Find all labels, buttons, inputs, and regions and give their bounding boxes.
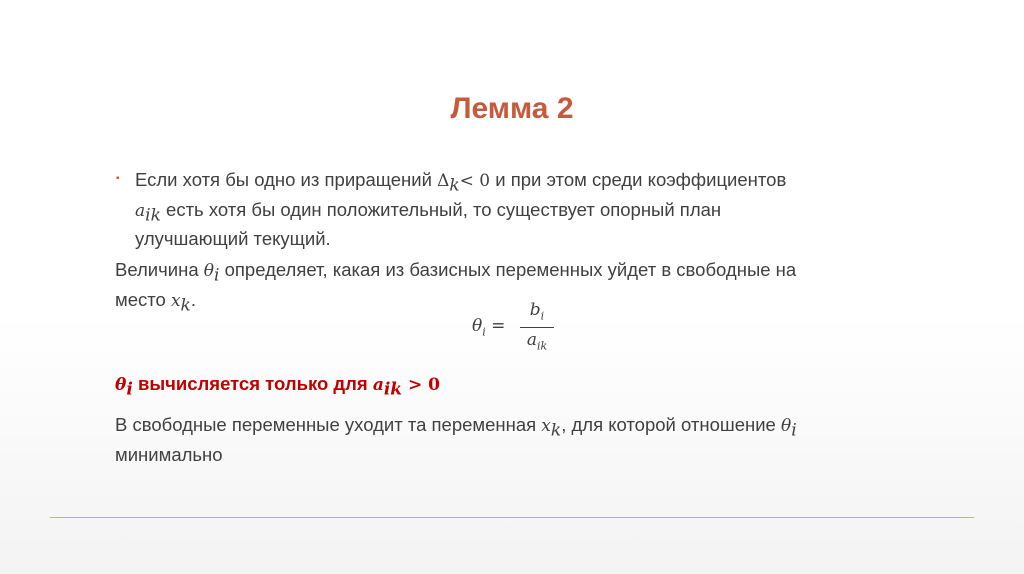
bullet-text-part: и при этом среди коэффициентов [490, 169, 787, 190]
math-delta-sub: k [449, 175, 460, 196]
note-a-sub: ik [383, 379, 403, 400]
note-theta-sub: i [126, 379, 133, 400]
math-coef: a [135, 200, 146, 221]
math-theta-sub: i [791, 420, 797, 441]
math-x-sub: k [180, 295, 191, 316]
bullet-text-part: улучшающий текущий. [135, 228, 331, 250]
formula-theta-symbol: θ [472, 316, 483, 336]
para-text: . [190, 288, 196, 310]
fraction-bar [520, 327, 554, 328]
paragraph-theta-definition [115, 258, 915, 317]
footer-divider [50, 517, 974, 518]
para-text: , для которой отношение [561, 414, 781, 435]
math-x-sub: k [550, 420, 562, 441]
math-delta: Δ [437, 171, 450, 191]
note-condition [115, 372, 915, 402]
bullet-text [135, 168, 915, 250]
math-coef-sub: ik [145, 205, 161, 226]
para-text: минимально [115, 443, 223, 465]
formula-theta-sub: i [482, 325, 486, 339]
bullet-text-part: Если хотя бы одно из приращений [135, 169, 438, 190]
para-text: Величина [115, 259, 204, 280]
bullet-square-icon: ▪ [116, 173, 120, 184]
note-cond: > 0 [402, 375, 441, 395]
para-text: В свободные переменные уходит та переменная [115, 414, 542, 435]
formula-equals: = [485, 316, 506, 336]
note-a: a [372, 375, 384, 395]
formula-lhs [472, 316, 505, 338]
para-text: место [115, 288, 171, 310]
slide-title: Лемма 2 [450, 92, 574, 125]
math-theta-sub: i [214, 265, 220, 286]
note-text: вычисляется только для [132, 373, 373, 394]
math-theta: θ [203, 261, 215, 281]
math-cond: < 0 [459, 171, 491, 191]
math-x: x [541, 416, 551, 436]
fraction-denominator: $a_{ik}$ [526, 330, 548, 353]
note-theta: θ [115, 375, 127, 395]
math-x: x [170, 290, 181, 311]
fraction-numerator: $b_i$ [529, 300, 545, 323]
math-theta: θ [781, 416, 792, 436]
bullet-text-part: есть хотя бы один положительный, то существует опорный план [160, 198, 722, 220]
para-text: определяет, какая из базисных переменных уйдет в свободные на [219, 259, 797, 280]
paragraph-leaving-variable [115, 413, 915, 466]
